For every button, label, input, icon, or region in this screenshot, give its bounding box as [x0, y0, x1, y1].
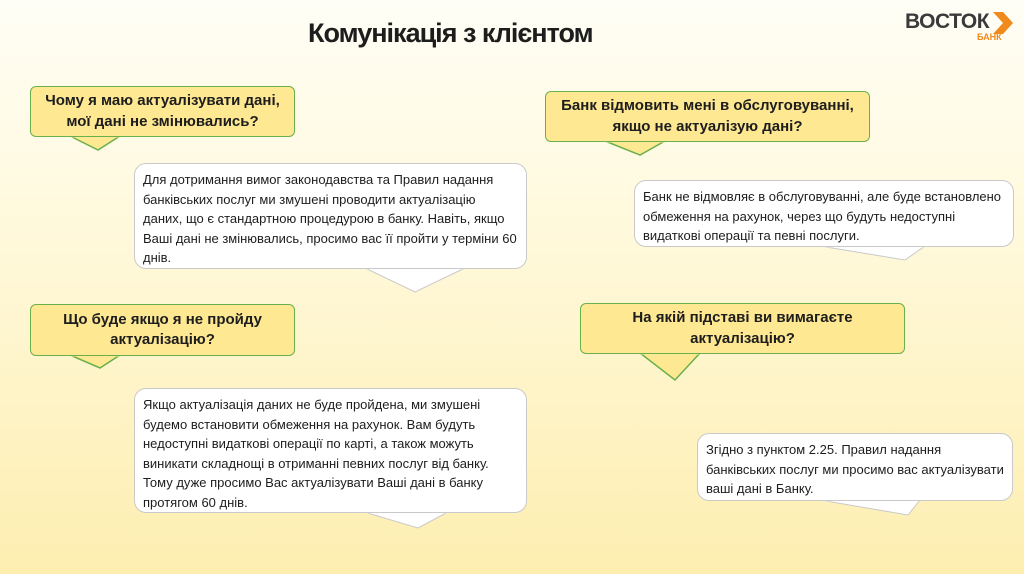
- q1-tail: [70, 136, 120, 150]
- answer-box-2: Банк не відмовляє в обслуговуванні, але буде встановлено обмеження на рахунок, через що будуть недоступні видаткові операції та певні послуги.: [634, 180, 1014, 247]
- a1-tail: [365, 268, 465, 292]
- page-title: Комунікація з клієнтом: [308, 18, 593, 48]
- answer-box-3: Якщо актуалізація даних не буде пройдена, ми змушені будемо встановити обмеження на рахунок. Вам будуть недоступні видаткові операції по карті, а також можуть виникати складнощі в отриманні певних послуг від банку. Тому дуже просимо Вас актуалізувати Ваші дані в банку протягом 60 днів.: [134, 388, 527, 513]
- question-box-2: Банк відмовить мені в обслуговуванні, якщо не актуалізую дані?: [545, 91, 870, 142]
- answer-box-1: Для дотримання вимог законодавства та Правил надання банківських послуг ми змушені проводити актуалізацію даних, що є стандартною процедурою в банку. Навіть, якщо Ваші дані не змінювались, просимо вас її пройти у терміни 60 днів.: [134, 163, 527, 269]
- q4-tail: [640, 353, 700, 380]
- question-box-4: На якій підставі ви вимагаєте актуалізацію?: [580, 303, 905, 354]
- logo-sub: БАНК: [977, 32, 1002, 42]
- a3-tail: [364, 512, 448, 528]
- answer-box-4: Згідно з пунктом 2.25. Правил надання банківських послуг ми просимо вас актуалізувати ваші дані в Банку.: [697, 433, 1013, 501]
- a4-tail: [820, 500, 920, 515]
- question-box-1: Чому я маю актуалізувати дані, мої дані не змінювались?: [30, 86, 295, 137]
- logo-name: ВОСТОК: [905, 10, 990, 33]
- q2-tail: [605, 141, 665, 155]
- question-box-3: Що буде якщо я не пройду актуалізацію?: [30, 304, 295, 356]
- q3-tail: [70, 355, 120, 368]
- a2-tail: [820, 246, 925, 260]
